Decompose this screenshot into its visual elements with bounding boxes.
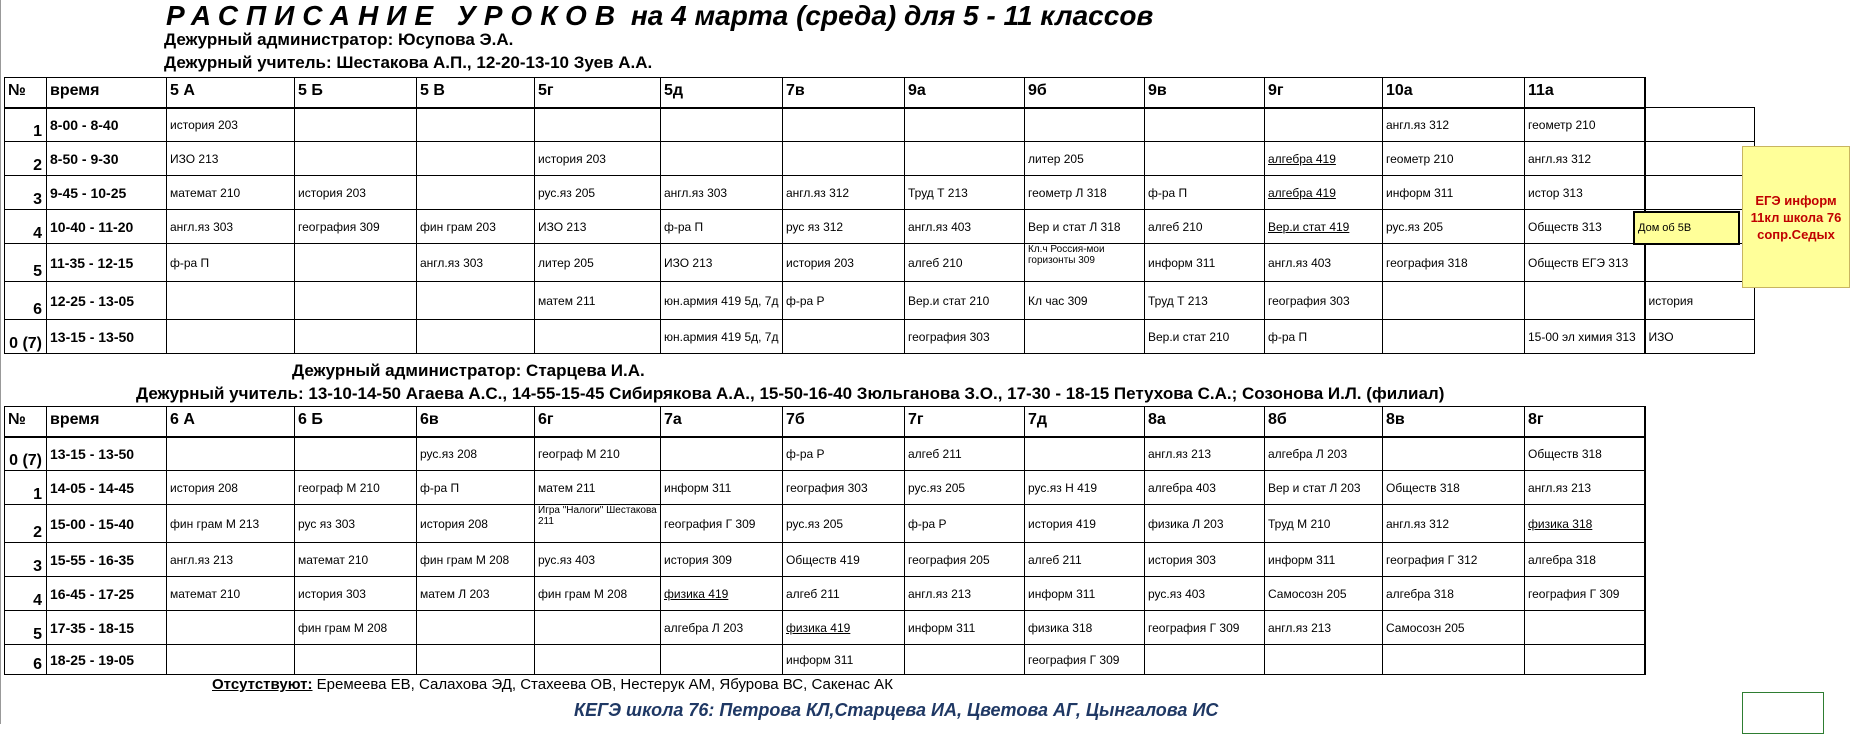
table-row — [5, 611, 1645, 645]
lesson-cell: рус.яз 205 — [905, 471, 1025, 505]
lesson-cell: математ 210 — [167, 176, 295, 210]
ege-informatics-note: ЕГЭ информ 11кл школа 76 сопр.Седых — [1742, 146, 1850, 288]
lesson-number: 6 — [5, 282, 47, 320]
lesson-cell — [1525, 282, 1645, 320]
lesson-cell: географ М 210 — [295, 471, 417, 505]
lesson-cell: информ 311 — [661, 471, 783, 505]
lesson-cell: история 419 — [1025, 505, 1145, 543]
lesson-cell: алгеб 211 — [783, 577, 905, 611]
lesson-cell: физика 419 — [783, 611, 905, 645]
lesson-cell: информ 311 — [1025, 577, 1145, 611]
lesson-cell: Самосозн 205 — [1383, 611, 1525, 645]
column-header: № — [5, 78, 47, 108]
mid-duty-admin: Дежурный администратор: Старцева И.А. — [292, 361, 645, 380]
lesson-cell — [295, 282, 417, 320]
lesson-cell — [1025, 437, 1145, 471]
lesson-cell — [417, 108, 535, 142]
lesson-cell: физика Л 203 — [1145, 505, 1265, 543]
lesson-cell: фин грам М 208 — [535, 577, 661, 611]
note-dom-ob-5v: Дом об 5В — [1633, 211, 1740, 245]
lesson-number: 4 — [5, 210, 47, 244]
lesson-number: 2 — [5, 505, 47, 543]
lesson-cell: информ 311 — [1265, 543, 1383, 577]
lesson-cell: история 203 — [295, 176, 417, 210]
lesson-cell — [295, 244, 417, 282]
lesson-cell: Вер.и стат 210 — [905, 282, 1025, 320]
lesson-cell: алгебра 318 — [1383, 577, 1525, 611]
lesson-cell — [783, 108, 905, 142]
lesson-cell: англ.яз 303 — [417, 244, 535, 282]
lesson-cell: юн.армия 419 5д, 7д — [661, 320, 783, 354]
lesson-cell: геометр Л 318 — [1025, 176, 1145, 210]
lesson-cell: рус яз 312 — [783, 210, 905, 244]
lesson-cell — [1025, 108, 1145, 142]
lesson-cell: англ.яз 403 — [905, 210, 1025, 244]
lesson-cell: англ.яз 213 — [167, 543, 295, 577]
lesson-cell: история 203 — [535, 142, 661, 176]
lesson-cell: физика 318 — [1025, 611, 1145, 645]
lesson-cell — [295, 437, 417, 471]
lesson-number: 4 — [5, 577, 47, 611]
lesson-cell: Игра "Налоги" Шестакова 211 — [535, 505, 661, 543]
lesson-cell — [1025, 320, 1145, 354]
lesson-number: 3 — [5, 176, 47, 210]
lesson-cell: история 303 — [295, 577, 417, 611]
lesson-cell: рус.яз 403 — [1145, 577, 1265, 611]
lesson-time: 11-35 - 12-15 — [47, 244, 167, 282]
lesson-cell: алгебра Л 203 — [661, 611, 783, 645]
lesson-cell — [295, 108, 417, 142]
lesson-cell — [1383, 645, 1525, 675]
schedule-table-morning — [4, 77, 1755, 354]
column-header: 8в — [1383, 407, 1525, 437]
table-row — [5, 505, 1645, 543]
lesson-cell: матем 211 — [535, 282, 661, 320]
lesson-cell: Обществ 313 — [1525, 210, 1645, 244]
lesson-cell — [661, 142, 783, 176]
lesson-cell: Кл час 309 — [1025, 282, 1145, 320]
lesson-cell: география 318 — [1383, 244, 1525, 282]
lesson-cell: история 208 — [417, 505, 535, 543]
column-header: время — [47, 78, 167, 108]
lesson-cell: география Г 309 — [1145, 611, 1265, 645]
lesson-cell — [417, 176, 535, 210]
lesson-cell: англ.яз 303 — [661, 176, 783, 210]
lesson-time: 14-05 - 14-45 — [47, 471, 167, 505]
column-header: 6г — [535, 407, 661, 437]
column-header: № — [5, 407, 47, 437]
lesson-cell: юн.армия 419 5д, 7д — [661, 282, 783, 320]
lesson-time: 17-35 - 18-15 — [47, 611, 167, 645]
lesson-cell: рус.яз Н 419 — [1025, 471, 1145, 505]
lesson-cell: Обществ 318 — [1525, 437, 1645, 471]
extra-cell — [1645, 244, 1755, 282]
lesson-cell: рус.яз 208 — [417, 437, 535, 471]
lesson-cell: рус.яз 205 — [783, 505, 905, 543]
lesson-number: 2 — [5, 142, 47, 176]
lesson-cell: англ.яз 312 — [1383, 108, 1525, 142]
lesson-cell: история 203 — [167, 108, 295, 142]
lesson-cell: Самосозн 205 — [1265, 577, 1383, 611]
lesson-number: 3 — [5, 543, 47, 577]
lesson-cell: литер 205 — [535, 244, 661, 282]
column-header: 9б — [1025, 78, 1145, 108]
lesson-cell: информ 311 — [905, 611, 1025, 645]
lesson-cell: ф-ра П — [167, 244, 295, 282]
lesson-cell: англ.яз 213 — [1265, 611, 1383, 645]
lesson-cell: Труд Т 213 — [1145, 282, 1265, 320]
extra-cell — [1645, 108, 1755, 142]
table-row — [5, 577, 1645, 611]
lesson-number: 1 — [5, 471, 47, 505]
column-header: 8г — [1525, 407, 1645, 437]
table-row — [5, 437, 1645, 471]
lesson-cell: геометр 210 — [1525, 108, 1645, 142]
lesson-cell: Вер и стат Л 203 — [1265, 471, 1383, 505]
lesson-cell — [905, 142, 1025, 176]
lesson-cell: ф-ра П — [1265, 320, 1383, 354]
lesson-cell: ф-ра Р — [905, 505, 1025, 543]
absent-names: Еремеева ЕВ, Салахова ЭД, Стахеева ОВ, Нестерук АМ, Ябурова ВС, Сакенас АК — [316, 676, 893, 693]
lesson-cell — [535, 611, 661, 645]
lesson-cell — [417, 282, 535, 320]
lesson-cell — [905, 108, 1025, 142]
lesson-cell: география Г 312 — [1383, 543, 1525, 577]
top-duty-teacher: Дежурный учитель: Шестакова А.П., 12-20-13-10 Зуев А.А. — [164, 53, 653, 72]
lesson-cell — [167, 611, 295, 645]
title-date: на 4 марта (среда) для 5 - 11 классов — [630, 0, 1154, 31]
lesson-cell — [295, 320, 417, 354]
lesson-number: 1 — [5, 108, 47, 142]
lesson-cell: алгебра Л 203 — [1265, 437, 1383, 471]
table-row — [5, 244, 1755, 282]
lesson-cell: англ.яз 303 — [167, 210, 295, 244]
mid-duty-teacher: Дежурный учитель: 13-10-14-50 Агаева А.С., 14-55-15-45 Сибирякова А.А., 15-50-16-40 Зюльганова З.О., 17-30 - 18-15 Петухова С.А.; Созонова И.Л. (филиал) — [136, 384, 1445, 403]
lesson-cell: рус.яз 403 — [535, 543, 661, 577]
extra-cell — [1645, 142, 1755, 176]
column-header: 9а — [905, 78, 1025, 108]
lesson-cell: география 309 — [295, 210, 417, 244]
column-header: 7в — [783, 78, 905, 108]
absent-line — [212, 676, 893, 693]
table-row — [5, 176, 1755, 210]
column-header: 5 А — [167, 78, 295, 108]
lesson-cell: алгеб 211 — [1025, 543, 1145, 577]
lesson-cell: ИЗО 213 — [167, 142, 295, 176]
lesson-cell: алгебра 318 — [1525, 543, 1645, 577]
lesson-number: 0 (7) — [5, 320, 47, 354]
column-header: 5д — [661, 78, 783, 108]
table-row — [5, 108, 1755, 142]
lesson-cell: ф-ра П — [417, 471, 535, 505]
lesson-cell — [535, 645, 661, 675]
table-row — [5, 282, 1755, 320]
lesson-cell: англ.яз 213 — [1145, 437, 1265, 471]
lesson-cell — [167, 437, 295, 471]
lesson-cell: 15-00 эл химия 313 — [1525, 320, 1645, 354]
lesson-cell: история 203 — [783, 244, 905, 282]
column-header: 5 В — [417, 78, 535, 108]
column-header: 6в — [417, 407, 535, 437]
lesson-cell: математ 210 — [167, 577, 295, 611]
lesson-time: 16-45 - 17-25 — [47, 577, 167, 611]
lesson-cell: рус яз 303 — [295, 505, 417, 543]
lesson-cell — [783, 320, 905, 354]
lesson-cell: ИЗО 213 — [535, 210, 661, 244]
extra-cell: ИЗО — [1645, 320, 1755, 354]
lesson-cell: ф-ра Р — [783, 437, 905, 471]
lesson-cell: Вер и стат Л 318 — [1025, 210, 1145, 244]
extra-cell: история — [1645, 282, 1755, 320]
lesson-cell: Обществ 318 — [1383, 471, 1525, 505]
lesson-cell: матем 211 — [535, 471, 661, 505]
lesson-cell: алгебра 419 — [1265, 142, 1383, 176]
lesson-cell: Труд М 210 — [1265, 505, 1383, 543]
title-main: РАСПИСАНИЕ УРОКОВ — [166, 0, 624, 31]
lesson-time: 12-25 - 13-05 — [47, 282, 167, 320]
lesson-cell: рус.яз 205 — [1383, 210, 1525, 244]
table-row — [5, 471, 1645, 505]
absent-label: Отсутствуют: — [212, 676, 313, 693]
lesson-cell: англ.яз 213 — [905, 577, 1025, 611]
column-header: 8а — [1145, 407, 1265, 437]
lesson-cell: матем Л 203 — [417, 577, 535, 611]
column-header: 11а — [1525, 78, 1645, 108]
column-header: 6 Б — [295, 407, 417, 437]
lesson-cell — [1145, 108, 1265, 142]
selection-cursor-box — [1742, 692, 1824, 734]
lesson-cell: ИЗО 213 — [661, 244, 783, 282]
column-header: 5г — [535, 78, 661, 108]
lesson-cell: география 205 — [905, 543, 1025, 577]
lesson-cell — [1145, 142, 1265, 176]
table-row — [5, 142, 1755, 176]
lesson-time: 10-40 - 11-20 — [47, 210, 167, 244]
lesson-cell: алгебра 403 — [1145, 471, 1265, 505]
lesson-cell — [417, 645, 535, 675]
lesson-cell: фин грам М 208 — [295, 611, 417, 645]
lesson-cell — [1383, 320, 1525, 354]
lesson-cell — [167, 645, 295, 675]
lesson-cell: математ 210 — [295, 543, 417, 577]
lesson-cell — [1383, 282, 1525, 320]
column-header: 10а — [1383, 78, 1525, 108]
lesson-cell: география 303 — [1265, 282, 1383, 320]
lesson-cell: ф-ра П — [661, 210, 783, 244]
lesson-cell: алгеб 211 — [905, 437, 1025, 471]
column-header: 7д — [1025, 407, 1145, 437]
lesson-cell — [905, 645, 1025, 675]
column-header: 8б — [1265, 407, 1383, 437]
table-row — [5, 320, 1755, 354]
lesson-cell — [417, 320, 535, 354]
column-header: 7а — [661, 407, 783, 437]
lesson-cell — [661, 108, 783, 142]
lesson-cell: геометр 210 — [1383, 142, 1525, 176]
lesson-cell: рус.яз 205 — [535, 176, 661, 210]
column-header: 7б — [783, 407, 905, 437]
lesson-time: 13-15 - 13-50 — [47, 437, 167, 471]
lesson-cell: Обществ ЕГЭ 313 — [1525, 244, 1645, 282]
lesson-cell: география 303 — [905, 320, 1025, 354]
lesson-cell: история 309 — [661, 543, 783, 577]
lesson-cell: ф-ра Р — [783, 282, 905, 320]
lesson-cell: Обществ 419 — [783, 543, 905, 577]
lesson-cell: география Г 309 — [661, 505, 783, 543]
empty-cell — [1645, 78, 1755, 108]
lesson-cell — [1265, 108, 1383, 142]
lesson-cell: Вер.и стат 210 — [1145, 320, 1265, 354]
table-row — [5, 543, 1645, 577]
lesson-cell: англ.яз 213 — [1525, 471, 1645, 505]
lesson-cell: географ М 210 — [535, 437, 661, 471]
lesson-cell — [417, 142, 535, 176]
column-header: 5 Б — [295, 78, 417, 108]
kege-commission: КЕГЭ школа 76: Петрова КЛ,Старцева ИА, Цветова АГ, Цынгалова ИС — [574, 700, 1219, 720]
lesson-cell — [1525, 645, 1645, 675]
column-header: время — [47, 407, 167, 437]
lesson-cell: физика 419 — [661, 577, 783, 611]
lesson-cell: алгебра 419 — [1265, 176, 1383, 210]
lesson-number: 5 — [5, 611, 47, 645]
lesson-time: 13-15 - 13-50 — [47, 320, 167, 354]
column-header: 9г — [1265, 78, 1383, 108]
lesson-time: 9-45 - 10-25 — [47, 176, 167, 210]
lesson-cell — [1383, 437, 1525, 471]
lesson-cell: Кл.ч Россия-мои горизонты 309 — [1025, 244, 1145, 282]
lesson-cell — [1525, 611, 1645, 645]
lesson-number: 5 — [5, 244, 47, 282]
lesson-cell: география 303 — [783, 471, 905, 505]
lesson-cell: история 208 — [167, 471, 295, 505]
lesson-cell: англ.яз 312 — [1525, 142, 1645, 176]
lesson-cell: ф-ра П — [1145, 176, 1265, 210]
lesson-cell: информ 311 — [1383, 176, 1525, 210]
schedule-table-afternoon — [4, 406, 1646, 675]
lesson-cell: англ.яз 403 — [1265, 244, 1383, 282]
lesson-cell: англ.яз 312 — [783, 176, 905, 210]
lesson-cell — [167, 320, 295, 354]
lesson-cell — [783, 142, 905, 176]
lesson-cell — [1265, 645, 1383, 675]
top-duty-admin: Дежурный администратор: Юсупова Э.А. — [164, 30, 514, 49]
lesson-cell — [535, 108, 661, 142]
extra-cell — [1645, 176, 1755, 210]
lesson-cell: англ.яз 312 — [1383, 505, 1525, 543]
lesson-time: 18-25 - 19-05 — [47, 645, 167, 675]
lesson-cell: информ 311 — [783, 645, 905, 675]
lesson-cell — [167, 282, 295, 320]
lesson-cell: истор 313 — [1525, 176, 1645, 210]
lesson-cell — [535, 320, 661, 354]
page-title — [166, 0, 1153, 32]
column-header: 6 А — [167, 407, 295, 437]
lesson-time: 15-00 - 15-40 — [47, 505, 167, 543]
lesson-cell: алгеб 210 — [1145, 210, 1265, 244]
lesson-cell: литер 205 — [1025, 142, 1145, 176]
lesson-cell — [417, 611, 535, 645]
table-row — [5, 210, 1755, 244]
lesson-cell — [1145, 645, 1265, 675]
lesson-cell: география Г 309 — [1025, 645, 1145, 675]
lesson-cell: Труд Т 213 — [905, 176, 1025, 210]
lesson-cell: физика 318 — [1525, 505, 1645, 543]
lesson-cell — [295, 142, 417, 176]
column-header: 9в — [1145, 78, 1265, 108]
lesson-cell: география Г 309 — [1525, 577, 1645, 611]
lesson-cell — [295, 645, 417, 675]
lesson-number: 6 — [5, 645, 47, 675]
column-header: 7г — [905, 407, 1025, 437]
table-row — [5, 645, 1645, 675]
lesson-cell: фин грам 203 — [417, 210, 535, 244]
lesson-cell: информ 311 — [1145, 244, 1265, 282]
lesson-number: 0 (7) — [5, 437, 47, 471]
lesson-cell — [661, 437, 783, 471]
lesson-time: 15-55 - 16-35 — [47, 543, 167, 577]
lesson-time: 8-50 - 9-30 — [47, 142, 167, 176]
lesson-cell: Вер.и стат 419 — [1265, 210, 1383, 244]
sheet-left-border — [0, 0, 1, 724]
lesson-cell: фин грам М 208 — [417, 543, 535, 577]
lesson-time: 8-00 - 8-40 — [47, 108, 167, 142]
lesson-cell — [661, 645, 783, 675]
lesson-cell: алгеб 210 — [905, 244, 1025, 282]
lesson-cell: история 303 — [1145, 543, 1265, 577]
lesson-cell: фин грам М 213 — [167, 505, 295, 543]
